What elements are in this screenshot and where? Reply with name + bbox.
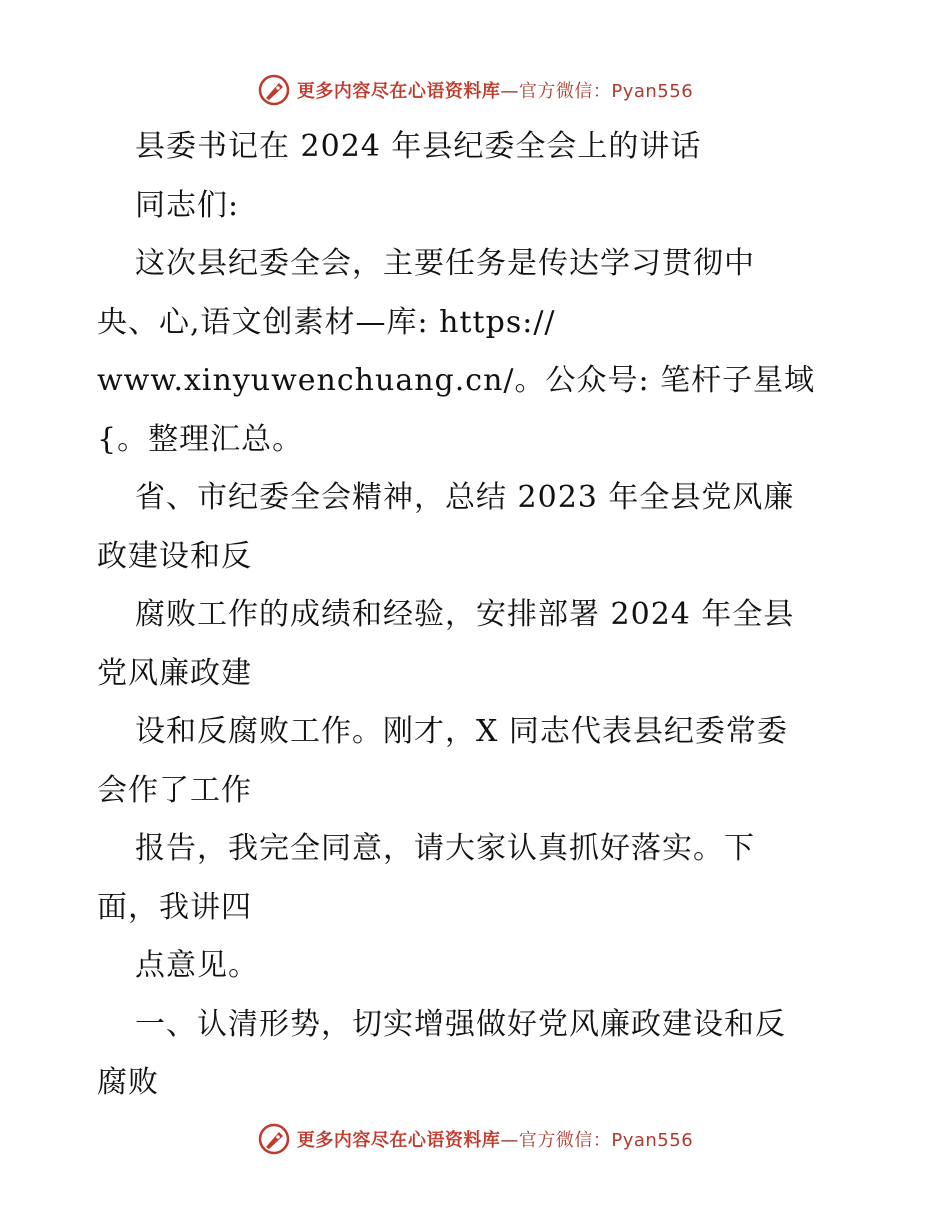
title-line: 县委书记在 2024 年县纪委全会上的讲话 — [135, 129, 702, 164]
paragraph-line: 省、市纪委全会精神，总结 2023 年全县党风廉 — [135, 480, 795, 515]
section-heading-line: 腐败 — [97, 1065, 159, 1100]
salutation-line: 同志们: — [135, 187, 240, 223]
paragraph-line: 设和反腐败工作。刚才，X 同志代表县纪委常委 — [135, 714, 788, 749]
banner-wechat: 官方微信：Pyan556 — [518, 81, 694, 102]
paragraph-line: 会作了工作 — [97, 772, 252, 808]
banner-wechat: 官方微信：Pyan556 — [518, 1130, 694, 1151]
document-body — [97, 118, 857, 1113]
paragraph-line: 面，我讲四 — [97, 889, 252, 925]
footer-watermark-banner — [0, 1117, 950, 1161]
paragraph-line: www.xinyuwenchuang.cn/。公众号: 笔杆子星域 — [97, 363, 816, 398]
paragraph-line: 这次县纪委全会，主要任务是传达学习贯彻中 — [135, 246, 755, 281]
paragraph-line: {。整理汇总。 — [97, 421, 304, 457]
paragraph-line: 党风廉政建 — [97, 655, 252, 691]
paragraph-line: 报告，我完全同意，请大家认真抓好落实。下 — [135, 831, 755, 866]
pen-nib-circle-icon — [257, 73, 291, 107]
pen-nib-circle-icon — [257, 1122, 291, 1156]
section-heading-line: 一、认清形势，切实增强做好党风廉政建设和反 — [135, 1006, 786, 1042]
paragraph-line: 央、心,语文创素材—库: https:// — [97, 304, 556, 340]
banner-text: 更多内容尽在心语资料库 — [296, 81, 501, 102]
header-watermark-banner — [0, 68, 950, 112]
banner-separator: — — [500, 81, 519, 102]
banner-text: 更多内容尽在心语资料库 — [296, 1130, 501, 1151]
banner-separator: — — [500, 1130, 519, 1151]
paragraph-line: 腐败工作的成绩和经验，安排部署 2024 年全县 — [135, 597, 795, 632]
paragraph-line: 政建设和反 — [97, 538, 252, 574]
paragraph-line: 点意见。 — [135, 948, 259, 983]
